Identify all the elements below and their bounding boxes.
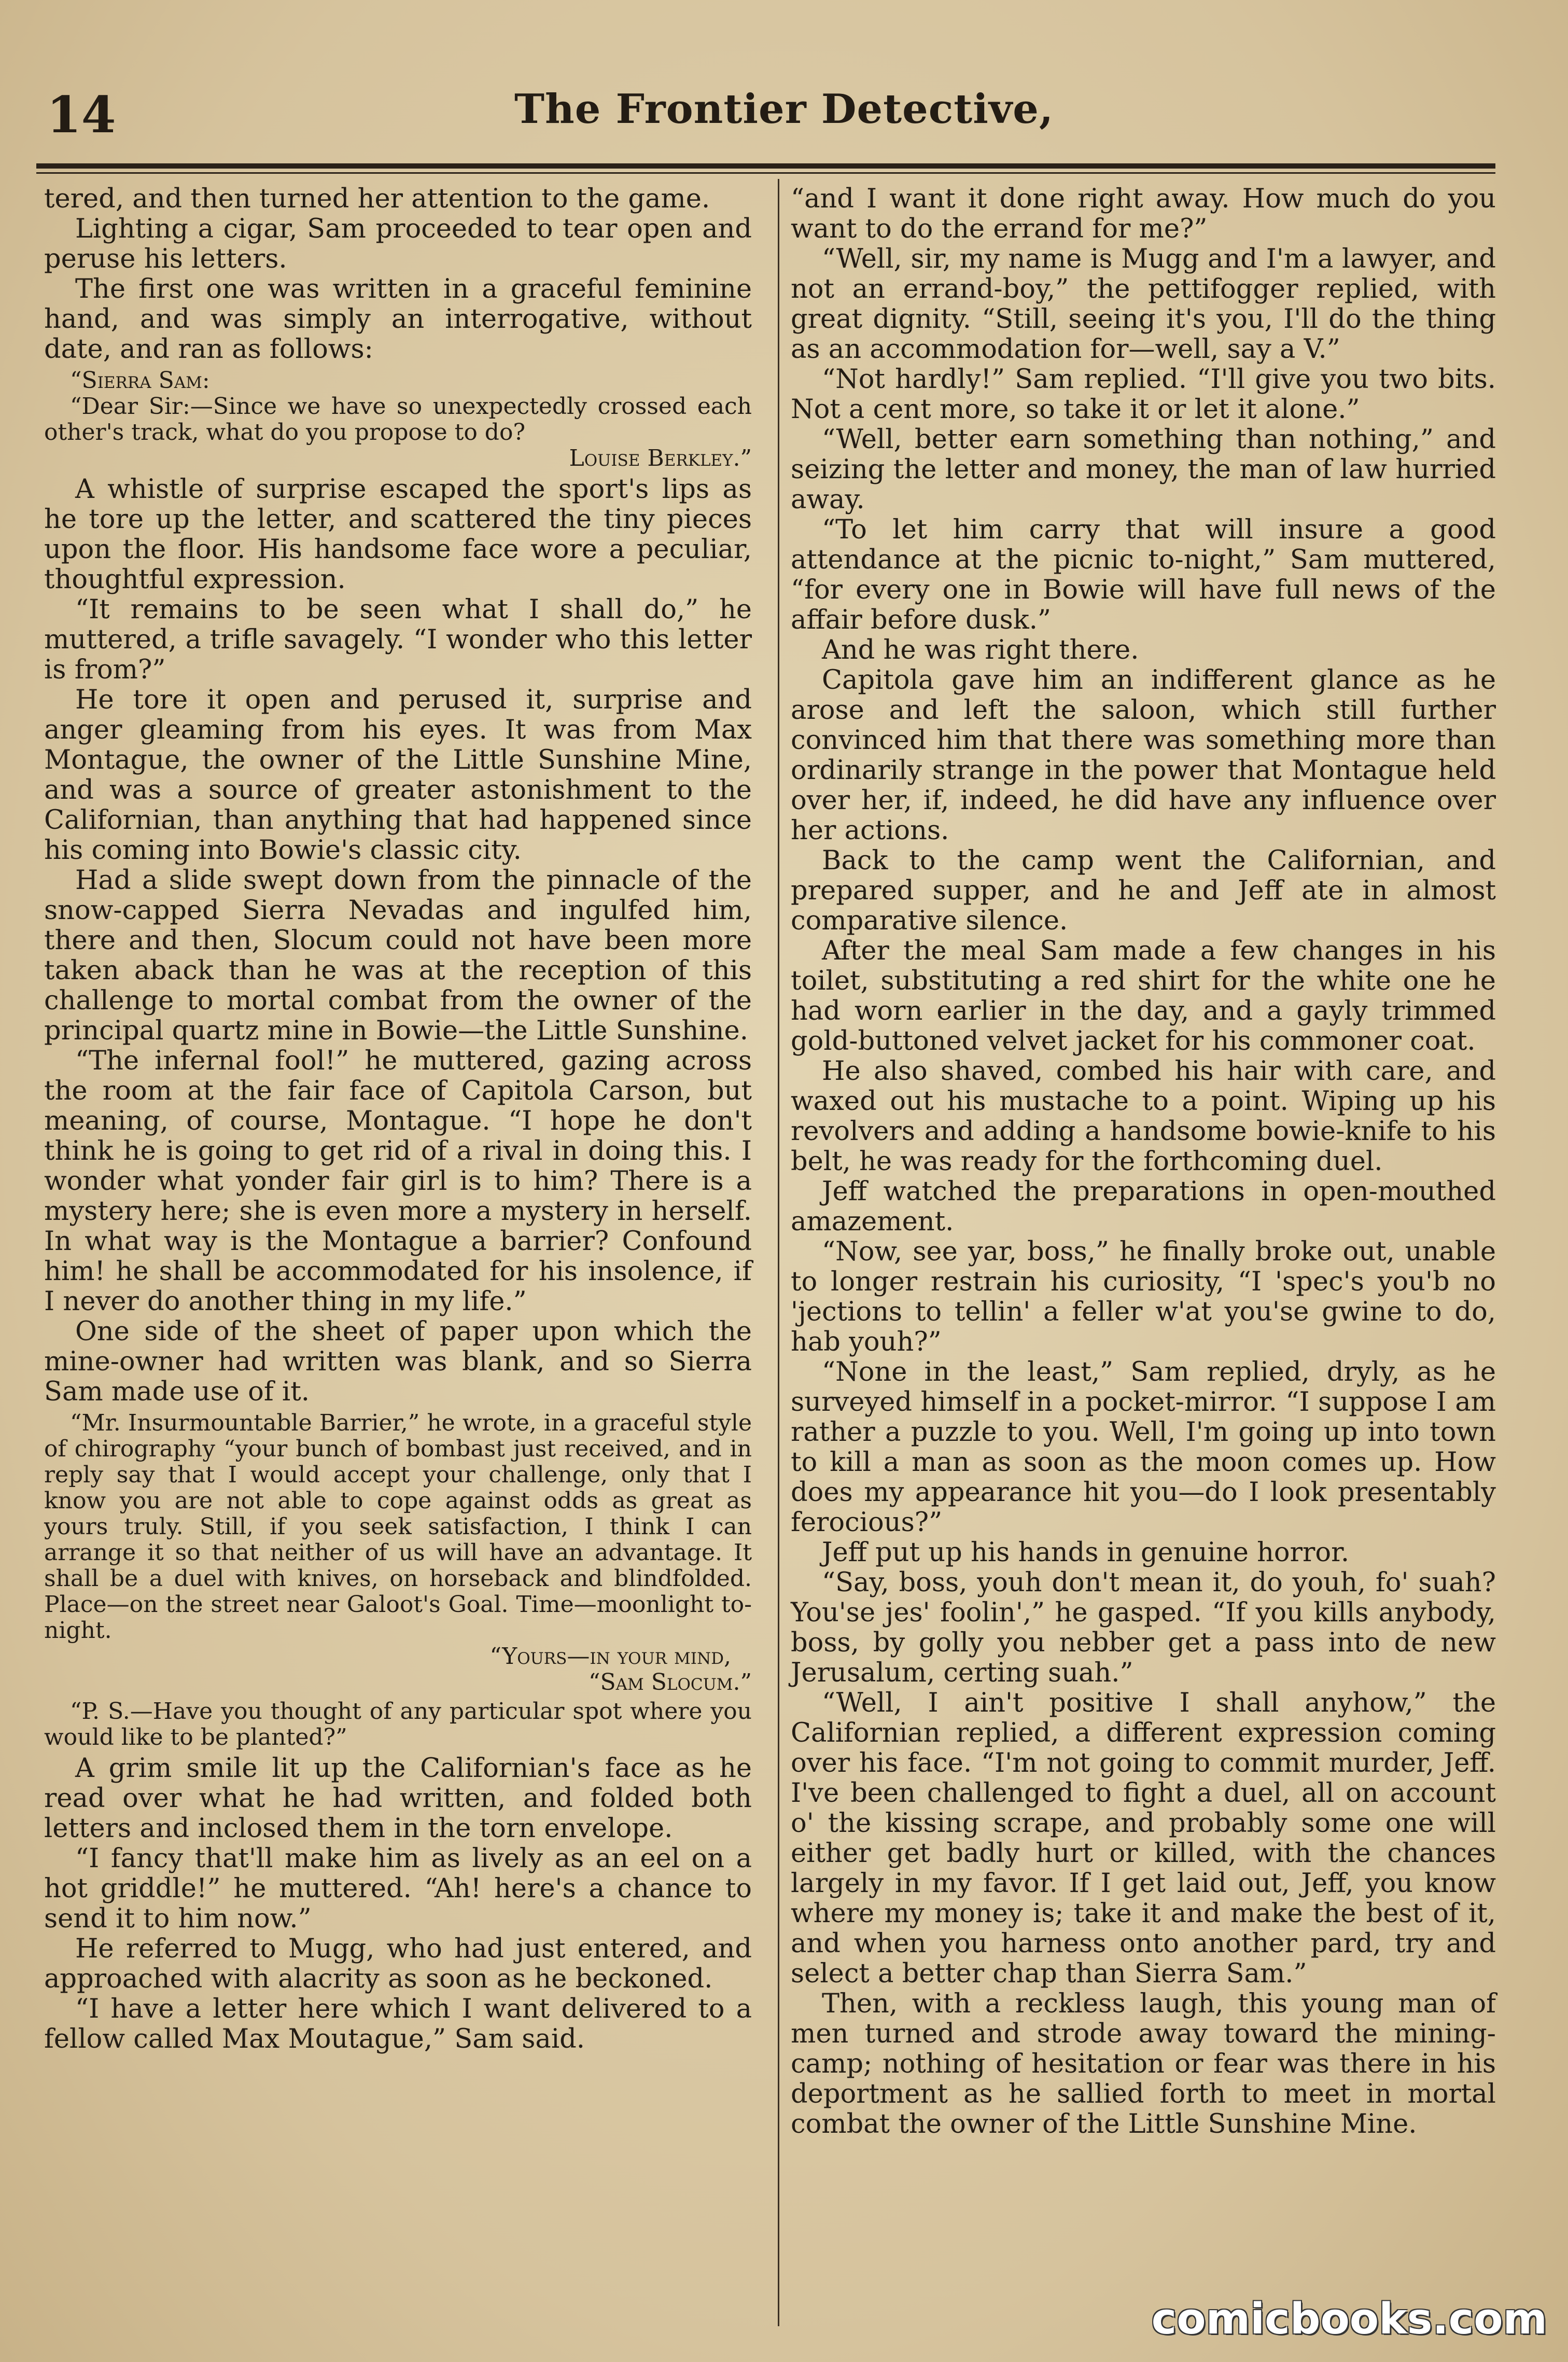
paragraph: “I have a letter here which I want delivered to a fellow called Max Moutague,” Sam said.	[44, 1994, 752, 2054]
paragraph: “Now, see yar, boss,” he finally broke out, unable to longer restrain his curiosity, “I 'spec's you'b no 'jections to tellin' a feller w'at you'se gwine to do, hab youh?”	[791, 1236, 1496, 1357]
paragraph: Then, with a reckless laugh, this young man of men turned and strode away toward the mining-camp; nothing of hesitation or fear was there in his deportment as he sallied forth to meet in mortal combat the owner of the Little Sunshine Mine.	[791, 1989, 1496, 2139]
paragraph: Lighting a cigar, Sam proceeded to tear open and peruse his letters.	[44, 214, 752, 274]
paragraph: “Well, better earn something than nothing,” and seizing the letter and money, the man of law hurried away.	[791, 424, 1496, 515]
paragraph: “I fancy that'll make him as lively as an eel on a hot griddle!” he muttered. “Ah! here's a chance to send it to him now.”	[44, 1843, 752, 1934]
paragraph: “To let him carry that will insure a good attendance at the picnic to-night,” Sam muttered, “for every one in Bowie will have full news of the affair before dusk.”	[791, 515, 1496, 635]
magazine-title: The Frontier Detective,	[514, 86, 1054, 133]
paragraph: He referred to Mugg, who had just entered, and approached with alacrity as soon as he beckoned.	[44, 1934, 752, 1994]
letter-line: “Sierra Sam:	[70, 367, 210, 394]
paragraph: He also shaved, combed his hair with care, and waxed out his mustache to a point. Wiping up his revolvers and adding a handsome bowie-knife to his belt, he was ready for the forthcoming duel.	[791, 1056, 1496, 1177]
letter-line: Louise Berkley.”	[569, 445, 752, 471]
paragraph: “Well, I ain't positive I shall anyhow,” the Californian replied, a different expression coming over his face. “I'm not going to commit murder, Jeff. I've been challenged to fight a duel, all on account o' the kissing scrape, and probably some one will either get badly hurt or killed, with the chances largely in my favor. If I get laid out, Jeff, you know where my money is; take it and make the best of it, and when you harness onto another pard, try and select a better chap than Sierra Sam.”	[791, 1688, 1496, 1989]
paragraph: One side of the sheet of paper upon which the mine-owner had written was blank, and so Sierra Sam made use of it.	[44, 1316, 752, 1407]
embedded-letter	[44, 1699, 752, 1750]
paragraph: “None in the least,” Sam replied, dryly, as he surveyed himself in a pocket-mirror. “I suppose I am rather a puzzle to you. Well, I'm going up into town to kill a man as soon as the moon comes up. How does my appearance hit you—do I look presentably ferocious?”	[791, 1357, 1496, 1538]
paragraph: Back to the camp went the Californian, and prepared supper, and he and Jeff ate in almost comparative silence.	[791, 845, 1496, 936]
paragraph: The first one was written in a graceful feminine hand, and was simply an interrogative, without date, and ran as follows:	[44, 274, 752, 365]
paragraph: “The infernal fool!” he muttered, gazing across the room at the fair face of Capitola Carson, but meaning, of course, Montague. “I hope he don't think he is going to get rid of a rival in doing this. I wonder what yonder fair girl is to him? There is a mystery here; she is even more a mystery in herself. In what way is the Montague a barrier? Confound him! he shall be accommodated for his insolence, if I never do another thing in my life.”	[44, 1046, 752, 1317]
paragraph: Capitola gave him an indifferent glance as he arose and left the saloon, which still further convinced him that there was something more than ordinarily strange in the power that Montague held over her, if, indeed, he did have any influence over her actions.	[791, 665, 1496, 846]
letter-line: “P. S.—Have you thought of any particular spot where you would like to be planted?”	[44, 1698, 752, 1750]
letter-line: “Dear Sir:—Since we have so unexpectedly crossed each other's track, what do you propose to do?	[44, 393, 752, 446]
embedded-letter	[44, 1410, 752, 1696]
header-rule-thin	[36, 172, 1495, 174]
paragraph: Jeff watched the preparations in open-mouthed amazement.	[791, 1176, 1496, 1237]
paragraph: “Well, sir, my name is Mugg and I'm a lawyer, and not an errand-boy,” the pettifogger replied, with great dignity. “Still, seeing it's you, I'll do the thing as an accommodation for—well, say a V.”	[791, 244, 1496, 365]
letter-line: “Sam Slocum.”	[589, 1669, 752, 1696]
paragraph: After the meal Sam made a few changes in his toilet, substituting a red shirt for the white one he had worn earlier in the day, and a gayly trimmed gold-buttoned velvet jacket for his commoner coat.	[791, 936, 1496, 1057]
page-number: 14	[47, 86, 116, 144]
embedded-letter	[44, 368, 752, 471]
paragraph: tered, and then turned her attention to the game.	[44, 184, 710, 214]
letter-line: “Yours—in your mind,	[489, 1643, 731, 1670]
page-header	[31, 86, 1537, 158]
right-column	[791, 184, 1496, 2139]
paragraph: Had a slide swept down from the pinnacle of the snow-capped Sierra Nevadas and ingulfed him, there and then, Slocum could not have been more taken aback than he was at the reception of this challenge to mortal combat from the owner of the principal quartz mine in Bowie—the Little Sunshine.	[44, 865, 752, 1046]
paragraph: A whistle of surprise escaped the sport's lips as he tore up the letter, and scattered the tiny pieces upon the floor. His handsome face wore a peculiar, thoughtful expression.	[44, 474, 752, 595]
column-divider	[778, 179, 779, 2326]
paragraph: “Say, boss, youh don't mean it, do youh, fo' suah? You'se jes' foolin',” he gasped. “If you kills anybody, boss, by golly you nebber get a pass into de new Jerusalum, certing suah.”	[791, 1567, 1496, 1688]
paragraph: He tore it open and perused it, surprise and anger gleaming from his eyes. It was from Max Montague, the owner of the Little Sunshine Mine, and was a source of greater astonishment to the Californian, than anything that had happened since his coming into Bowie's classic city.	[44, 685, 752, 866]
left-column	[44, 184, 752, 2054]
paragraph: And he was right there.	[822, 635, 1139, 665]
watermark: comicbooks.com	[1151, 2295, 1547, 2344]
paragraph: “It remains to be seen what I shall do,” he muttered, a trifle savagely. “I wonder who this letter is from?”	[44, 594, 752, 685]
paragraph: “Not hardly!” Sam replied. “I'll give you two bits. Not a cent more, so take it or let it alone.”	[791, 364, 1496, 425]
header-rule	[36, 163, 1495, 169]
paragraph: A grim smile lit up the Californian's face as he read over what he had written, and folded both letters and inclosed them in the torn envelope.	[44, 1753, 752, 1844]
letter-line: “Mr. Insurmountable Barrier,” he wrote, in a graceful style of chirography “your bunch of bombast just received, and in reply say that I would accept your challenge, only that I know you are not able to cope against odds as great as yours truly. Still, if you seek satisfaction, I think I can arrange it so that neither of us will have an advantage. It shall be a duel with knives, on horseback and blindfolded. Place—on the street near Galoot's Goal. Time—moonlight to-night.	[44, 1410, 752, 1644]
paragraph: “and I want it done right away. How much do you want to do the errand for me?”	[791, 184, 1496, 244]
paragraph: Jeff put up his hands in genuine horror.	[822, 1537, 1350, 1568]
